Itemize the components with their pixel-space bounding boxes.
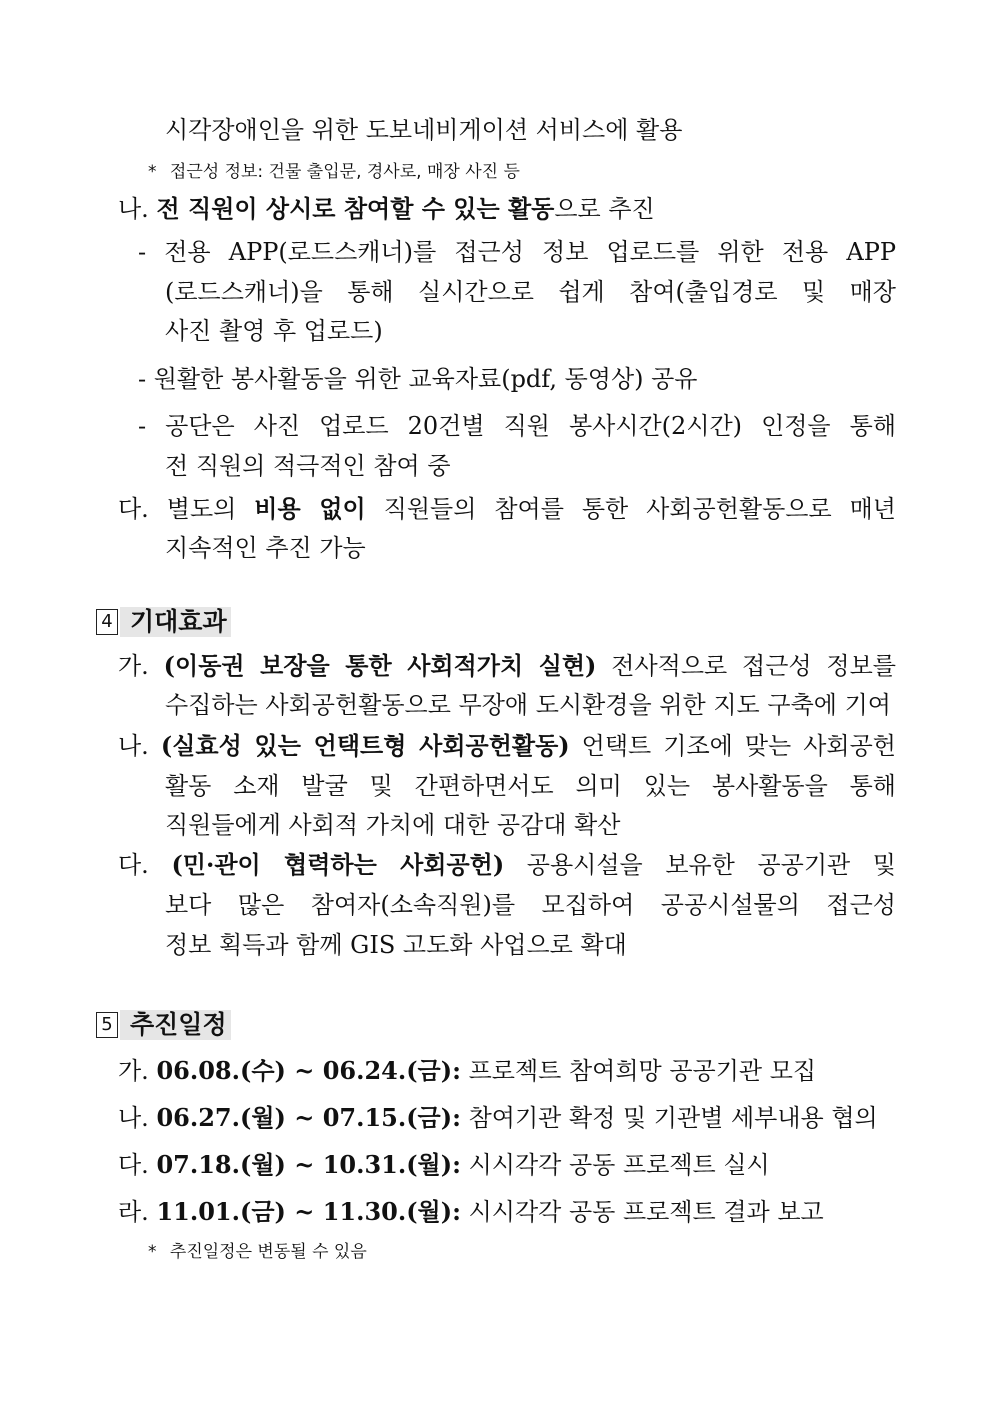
intro-line: 시각장애인을 위한 도보네비게이션 서비스에 활용 [165, 116, 683, 144]
bullet-hours-line2: 전 직원의 적극적인 참여 중 [165, 452, 451, 480]
effect-item-da-line3: 정보 획득과 함께 GIS 고도화 사업으로 확대 [165, 931, 627, 959]
effect-item-na-line2: 활동 소재 발굴 및 간편하면서도 의미 있는 봉사활동을 통해 [165, 772, 896, 800]
bullet-app-line2: (로드스캐너)을 통해 실시간으로 쉽게 참여(출입경로 및 매장 [165, 278, 896, 306]
effect-item-da: 다. (민·관이 협력하는 사회공헌) 공용시설을 보유한 공공기관 및 [118, 850, 896, 879]
item-da-line2: 지속적인 추진 가능 [165, 534, 366, 562]
section-number-box: 5 [96, 1012, 118, 1038]
effect-item-ga-line2: 수집하는 사회공헌활동으로 무장애 도시환경을 위한 지도 구축에 기여 [165, 691, 891, 719]
item-da: 다. 별도의 비용 없이 직원들의 참여를 통한 사회공헌활동으로 매년 [118, 494, 896, 523]
effect-item-na-line3: 직원들에게 사회적 가치에 대한 공감대 확산 [165, 811, 621, 839]
section-title: 추진일정 [120, 1010, 231, 1040]
bullet-edu: - 원활한 봉사활동을 위한 교육자료(pdf, 동영상) 공유 [138, 365, 698, 393]
bullet-app-line3: 사진 촬영 후 업로드) [165, 317, 383, 345]
item-na: 나. 전 직원이 상시로 참여할 수 있는 활동으로 추진 [118, 194, 655, 223]
schedule-item-da: 다. 07.18.(월) ~ 10.31.(월): 시시각각 공동 프로젝트 실시 [118, 1150, 770, 1179]
intro-note: * 접근성 정보: 건물 출입문, 경사로, 매장 사진 등 [148, 162, 520, 182]
bullet-hours-line1: - 공단은 사진 업로드 20건별 직원 봉사시간(2시간) 인정을 통해 [138, 412, 896, 440]
section-number-box: 4 [96, 609, 118, 635]
effect-item-ga: 가. (이동권 보장을 통한 사회적가치 실현) 전사적으로 접근성 정보를 [118, 651, 896, 680]
effect-item-na: 나. (실효성 있는 언택트형 사회공헌활동) 언택트 기조에 맞는 사회공헌 [118, 731, 896, 760]
schedule-item-na: 나. 06.27.(월) ~ 07.15.(금): 참여기관 확정 및 기관별 세부내용 협의 [118, 1103, 878, 1132]
bullet-app-line1: - 전용 APP(로드스캐너)를 접근성 정보 업로드를 위한 전용 APP [138, 238, 896, 266]
section-title: 기대효과 [120, 607, 231, 637]
section-5-heading [96, 1010, 231, 1040]
schedule-note: * 추진일정은 변동될 수 있음 [148, 1242, 367, 1262]
effect-item-da-line2: 보다 많은 참여자(소속직원)를 모집하여 공공시설물의 접근성 [165, 891, 896, 919]
schedule-item-ra: 라. 11.01.(금) ~ 11.30.(월): 시시각각 공동 프로젝트 결과 보고 [118, 1197, 824, 1226]
schedule-item-ga: 가. 06.08.(수) ~ 06.24.(금): 프로젝트 참여희망 공공기관 모집 [118, 1056, 817, 1085]
section-4-heading [96, 607, 231, 637]
